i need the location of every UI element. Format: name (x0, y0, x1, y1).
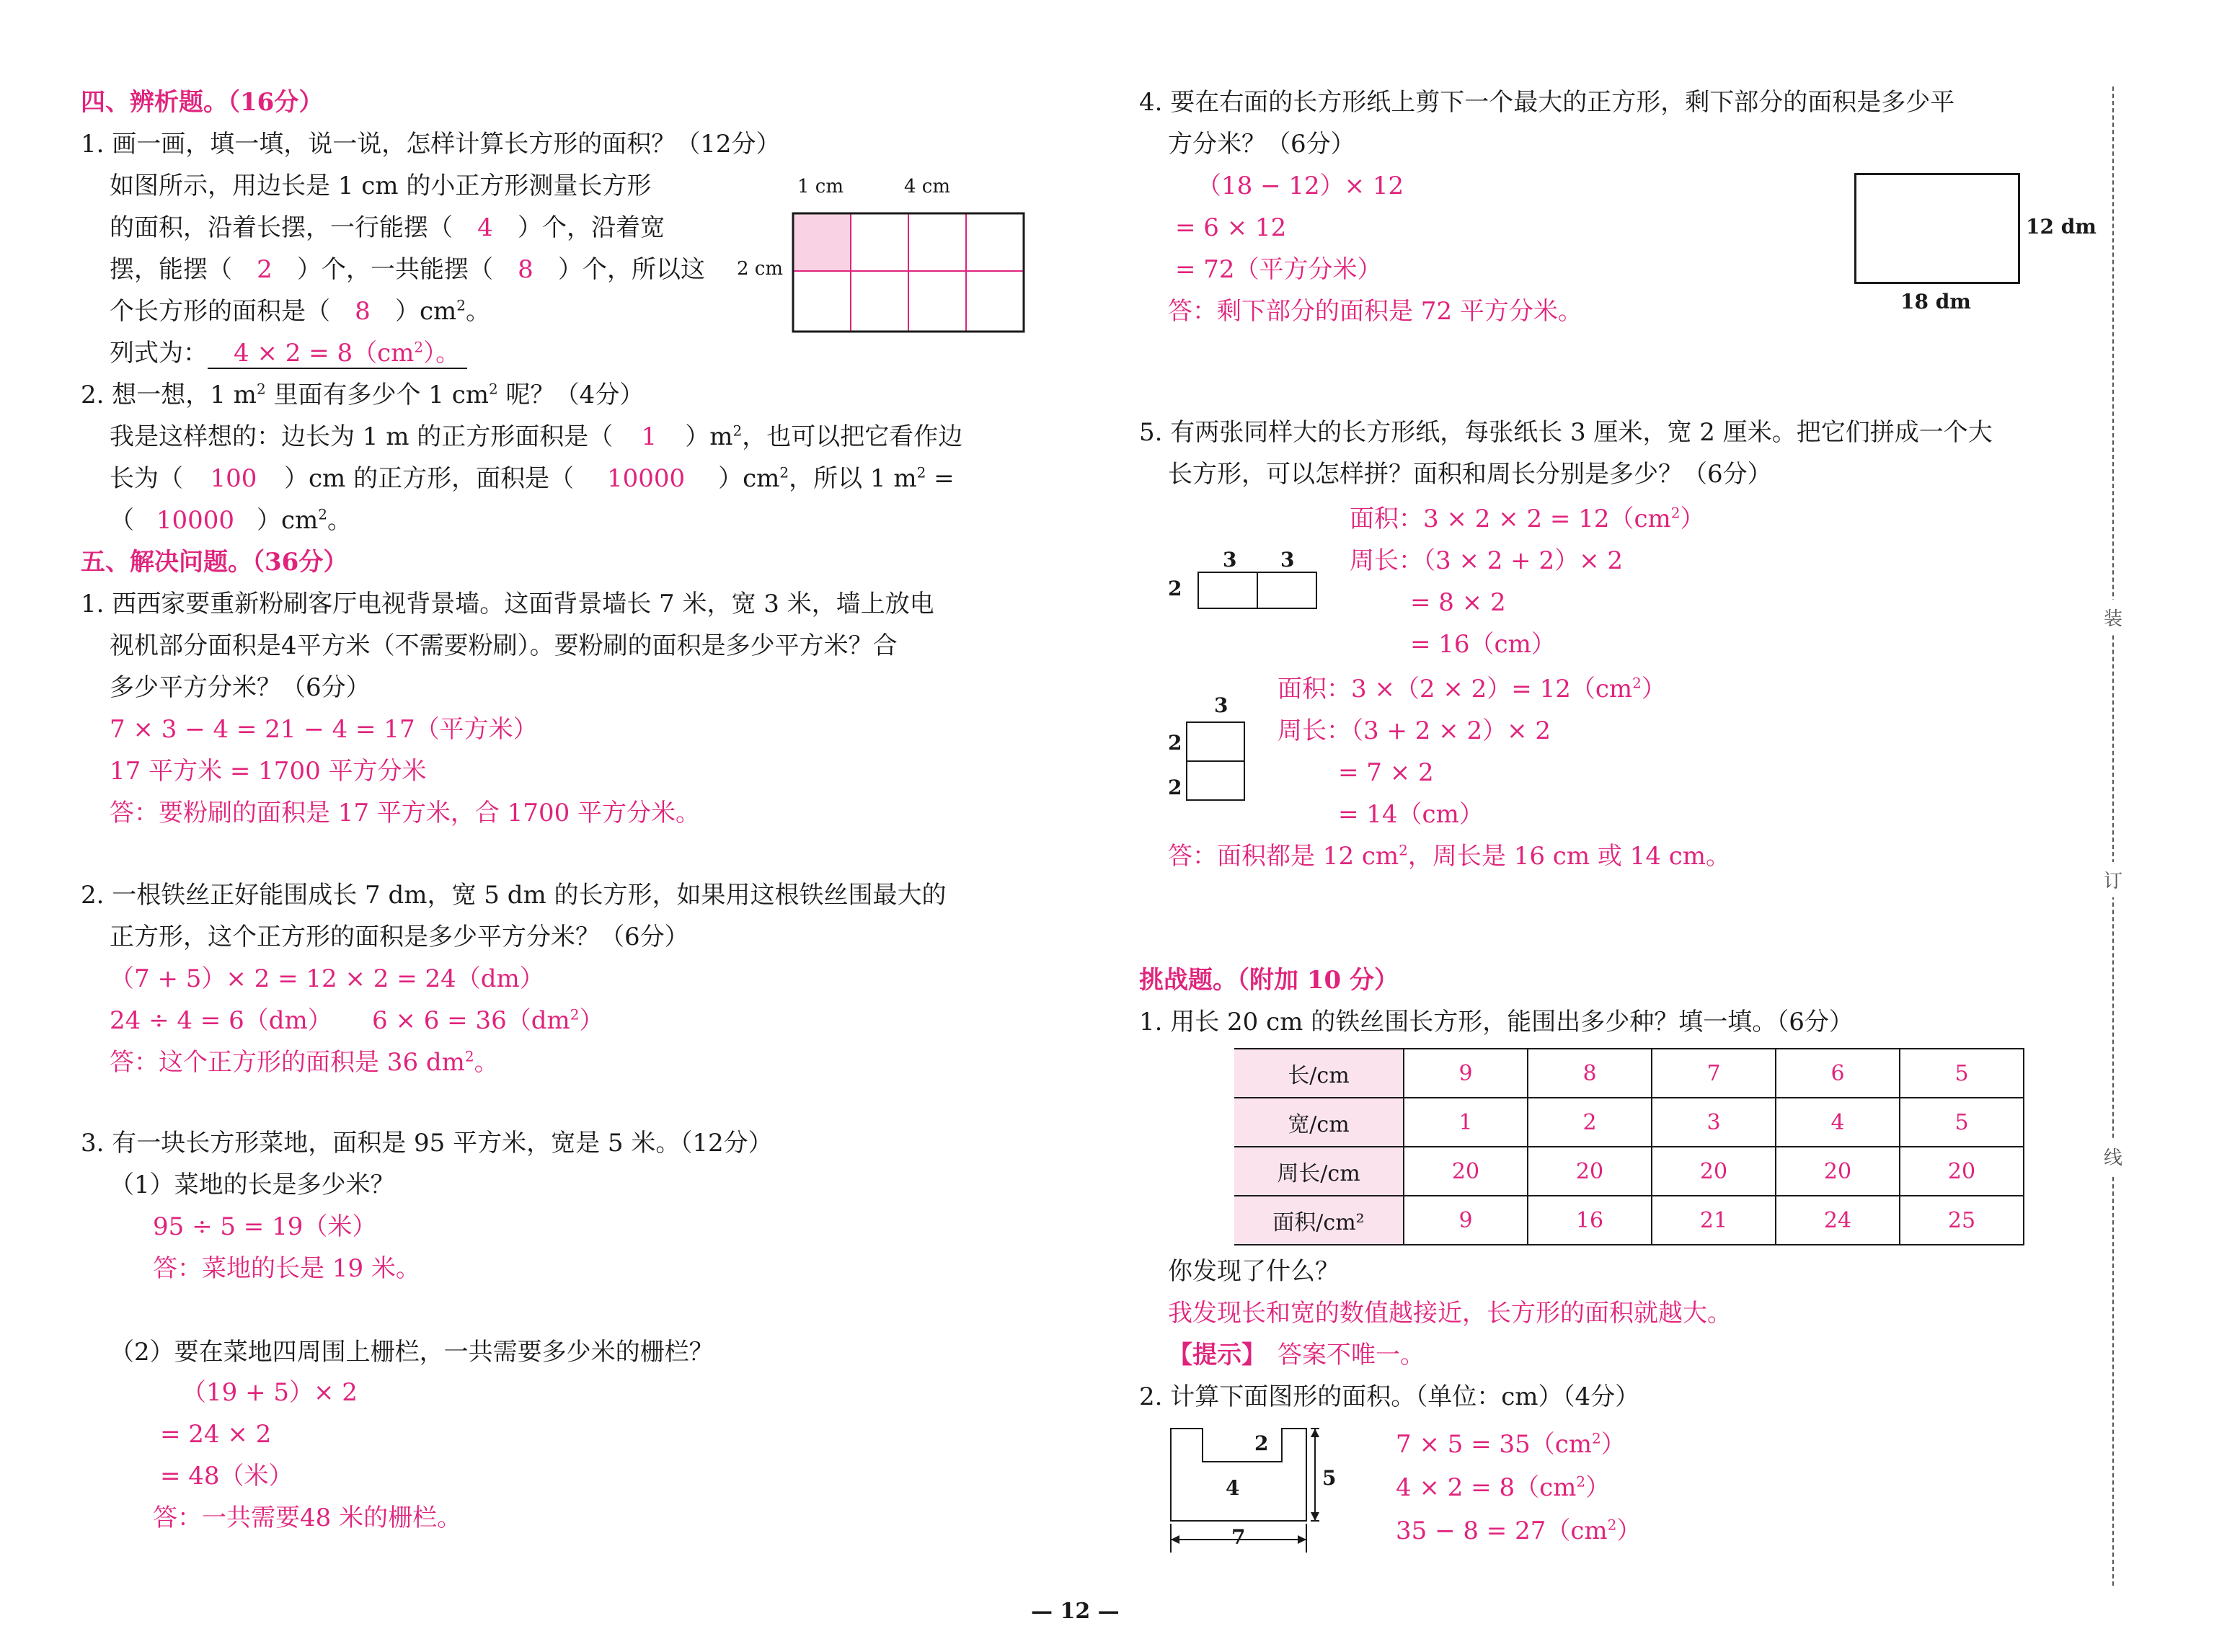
p3-solution-5: = 48（米） (160, 1462, 293, 1491)
p2-line2: 正方形，这个正方形的面积是多少平方分米？（6分） (110, 923, 689, 951)
c2-fig-width-label: 7 (1231, 1525, 1246, 1549)
p3-answer-1: 答：菜地的长是 19 米。 (153, 1254, 420, 1283)
table-row-head: 长/cm (1234, 1049, 1404, 1098)
table-cell: 5 (1900, 1049, 2024, 1098)
table-row (1234, 1098, 2024, 1147)
q1-grid-figure (792, 212, 1027, 333)
p2-line1: 2. 一根铁丝正好能围成长 7 dm，宽 5 dm 的长方形，如果用这根铁丝围最大的 (81, 881, 947, 910)
table-cell: 1 (1404, 1098, 1528, 1147)
p3-solution-4: = 24 × 2 (160, 1420, 272, 1449)
p4-fig-height-label: 12 dm (2026, 215, 2097, 239)
fig-label-4cm: 4 cm (904, 176, 951, 197)
p5-a-perimeter-3: = 16（cm） (1410, 630, 1556, 659)
q2-line2: 长为（ 100 ）cm 的正方形，面积是（ 10000 ）$cm^2$，所以 1 $m^2$ = (110, 463, 955, 493)
q1-answer-4: 8 (355, 297, 371, 326)
table-cell: 20 (1528, 1147, 1652, 1196)
p5-a-perimeter-1: 周长：（3 × 2 + 2）× 2 (1350, 546, 1624, 575)
q2-answer-1: 1 (641, 422, 658, 451)
q1-formula-answer: 4 × 2 = 8（cm (234, 339, 415, 368)
p5-figA-h: 2 (1168, 577, 1182, 600)
q1-answer-1: 4 (477, 213, 493, 242)
c2-title: 2. 计算下面图形的面积。（单位：cm）（4分） (1139, 1382, 1640, 1411)
p3-solution-1: 95 ÷ 5 = 19（米） (153, 1212, 377, 1241)
p3-answer-2: 答：一共需要48 米的栅栏。 (153, 1504, 462, 1532)
c2-fig-inner-label: 4 (1226, 1476, 1240, 1500)
q2-line1: 我是这样想的：边长为 1 m 的正方形面积是（ 1 ）$m^2$，也可以把它看作边 (110, 422, 963, 451)
p5-b-area: 面积：$3 \times(2 \times 2)= 12(cm^2)$ (1278, 674, 1666, 703)
table-row (1234, 1196, 2024, 1245)
p4-solution-1: （18 − 12）× 12 (1197, 172, 1404, 200)
hint-label: 【提示】 (1168, 1341, 1266, 1369)
table-row (1234, 1147, 2024, 1196)
q1-formula: 列式为： $4 \times 2 = 8(cm^2)$。 (110, 339, 467, 369)
table-cell: 20 (1652, 1147, 1776, 1196)
table-cell: 8 (1528, 1049, 1652, 1098)
table-cell: 4 (1776, 1098, 1900, 1147)
p5-figA-w1: 3 (1223, 548, 1237, 572)
binding-char-3: 线 (2104, 1139, 2122, 1174)
table-row-head: 面积/cm² (1234, 1196, 1404, 1245)
binding-char-2: 订 (2104, 862, 2122, 897)
section-5-heading: 五、解决问题。（36分） (81, 548, 348, 577)
p2-solution-1: （7 + 5）× 2 = 12 × 2 = 24（dm） (110, 964, 544, 993)
p3-sub2: （2）要在菜地四周围上栅栏，一共需要多少米的栅栏？ (110, 1338, 714, 1367)
c2-fig-notch-label: 2 (1254, 1431, 1269, 1455)
table-row-head: 宽/cm (1234, 1098, 1404, 1147)
p4-line1: 4. 要在右面的长方形纸上剪下一个最大的正方形，剩下部分的面积是多少平 (1139, 88, 1955, 117)
c2-fig-height-label: 5 (1322, 1466, 1337, 1490)
p5-b-perimeter-1: 周长：（3 + 2 × 2）× 2 (1278, 716, 1551, 745)
p4-line2: 方分米？（6分） (1168, 130, 1355, 159)
challenge-heading: 挑战题。（附加 10 分） (1139, 966, 1399, 995)
page-number: — 12 — (1031, 1599, 1120, 1624)
table-cell: 16 (1528, 1196, 1652, 1245)
p1-solution-2: 17 平方米 = 1700 平方分米 (110, 757, 427, 786)
unit-square (793, 213, 851, 271)
p5-answer: 答：面积都是 12 $cm^2$，周长是 16 cm 或 14 cm。 (1168, 841, 1731, 871)
q2-answer-4: 10000 (156, 506, 235, 535)
p1-solution-1: 7 × 3 − 4 = 21 − 4 = 17（平方米） (110, 715, 538, 744)
q1-line2: 的面积，沿着长摆，一行能摆（ 4 ）个，沿着宽 (110, 213, 665, 242)
p4-fig-width-label: 18 dm (1900, 290, 1971, 314)
table-cell: 9 (1404, 1196, 1528, 1245)
table-cell: 2 (1528, 1098, 1652, 1147)
section-4-heading: 四、辨析题。（16分） (81, 88, 324, 117)
c1-hint: 【提示】 答案不唯一。 (1168, 1341, 1425, 1369)
fig-label-1cm: 1 cm (797, 176, 844, 197)
p5-figA-w2: 3 (1280, 548, 1295, 572)
p5-a-perimeter-2: = 8 × 2 (1410, 588, 1506, 617)
p1-line1: 1. 西西家要重新粉刷客厅电视背景墙。这面背景墙长 7 米，宽 3 米，墙上放电 (81, 590, 934, 618)
table-cell: 25 (1900, 1196, 2024, 1245)
p2-solution-2b: $6 \times 6 = 36(dm^2)$ (372, 1005, 604, 1035)
q1-line3: 摆，能摆（ 2 ）个，一共能摆（ 8 ）个，所以这 (110, 255, 705, 284)
c2-solution-2: $4 \times 2 = 8(cm^2)$ (1396, 1473, 1611, 1502)
p1-answer: 答：要粉刷的面积是 17 平方米，合 1700 平方分米。 (110, 799, 701, 827)
p5-figB-h1: 2 (1168, 731, 1182, 755)
table-cell: 24 (1776, 1196, 1900, 1245)
p5-line1: 5. 有两张同样大的长方形纸，每张纸长 3 厘米，宽 2 厘米。把它们拼成一个大 (1139, 418, 1993, 447)
table-cell: 20 (1900, 1147, 2024, 1196)
p4-solution-3: = 72（平方分米） (1175, 255, 1382, 284)
c2-solution-1: $7 \times 5 = 35(cm^2)$ (1396, 1429, 1626, 1459)
p3-solution-3: （19 + 5）× 2 (182, 1378, 358, 1407)
p2-solution-2a: 24 ÷ 4 = 6（dm） (110, 1006, 332, 1035)
table-row (1234, 1049, 2024, 1098)
table-row-head: 周长/cm (1234, 1147, 1404, 1196)
p5-figB-w: 3 (1214, 693, 1228, 717)
p3-line1: 3. 有一块长方形菜地，面积是 95 平方米，宽是 5 米。（12分） (81, 1129, 773, 1158)
table-cell: 6 (1776, 1049, 1900, 1098)
p5-b-perimeter-2: = 7 × 2 (1338, 758, 1434, 787)
fig-label-2cm: 2 cm (737, 258, 784, 280)
p1-line3: 多少平方分米？（6分） (110, 673, 371, 702)
table-cell: 3 (1652, 1098, 1776, 1147)
q1-answer-3: 8 (518, 255, 533, 284)
c2-solution-3: $35 - 8 = 27(cm^2)$ (1396, 1516, 1642, 1545)
table-cell: 20 (1776, 1147, 1900, 1196)
p5-figB-h2: 2 (1168, 776, 1182, 799)
q2-title: 2. 想一想，1 $m^2$ 里面有多少个 1 $cm^2$ 呢？（4分） (81, 380, 645, 409)
c1-table (1234, 1048, 2024, 1245)
table-cell: 5 (1900, 1098, 2024, 1147)
p4-rectangle-figure (1854, 173, 2020, 284)
c1-question: 你发现了什么？ (1168, 1257, 1340, 1286)
p4-solution-2: = 6 × 12 (1175, 213, 1287, 242)
table-cell: 20 (1404, 1147, 1528, 1196)
c1-answer: 我发现长和宽的数值越接近，长方形的面积就越大。 (1168, 1299, 1732, 1328)
p4-answer: 答：剩下部分的面积是 72 平方分米。 (1168, 297, 1582, 326)
p5-b-perimeter-3: = 14（cm） (1338, 800, 1484, 829)
binding-char-1: 装 (2104, 600, 2122, 635)
c1-title: 1. 用长 20 cm 的铁丝围长方形，能围出多少种？填一填。（6分） (1139, 1008, 1854, 1036)
p5-a-area: 面积：$3 \times 2 \times 2 = 12(cm^2)$ (1350, 504, 1705, 533)
p5-figure-a (1197, 571, 1319, 611)
q1-answer-2: 2 (257, 255, 273, 284)
table-cell: 9 (1404, 1049, 1528, 1098)
p5-figure-b (1185, 721, 1247, 804)
table-cell: 21 (1652, 1196, 1776, 1245)
p2-answer: 答：这个正方形的面积是 36 $dm^2$。 (110, 1047, 499, 1077)
q1-line4: 个长方形的面积是（ 8 ）$cm^2$。 (110, 296, 491, 326)
q2-line3: （ 10000 ）$cm^2$。 (110, 505, 353, 535)
p3-sub1: （1）菜地的长是多少米？ (110, 1171, 395, 1199)
p1-line2: 视机部分面积是4平方米（不需要粉刷）。要粉刷的面积是多少平方米？合 (110, 631, 898, 660)
q2-answer-2: 100 (210, 464, 257, 493)
table-cell: 7 (1652, 1049, 1776, 1098)
q2-answer-3: 10000 (607, 464, 686, 493)
binding-dashed-line (2112, 86, 2114, 1586)
q1-title: 1. 画一画，填一填，说一说，怎样计算长方形的面积？（12分） (81, 130, 781, 159)
q1-line1: 如图所示，用边长是 1 cm 的小正方形测量长方形 (110, 172, 652, 200)
p5-line2: 长方形，可以怎样拼？面积和周长分别是多少？（6分） (1168, 460, 1772, 489)
